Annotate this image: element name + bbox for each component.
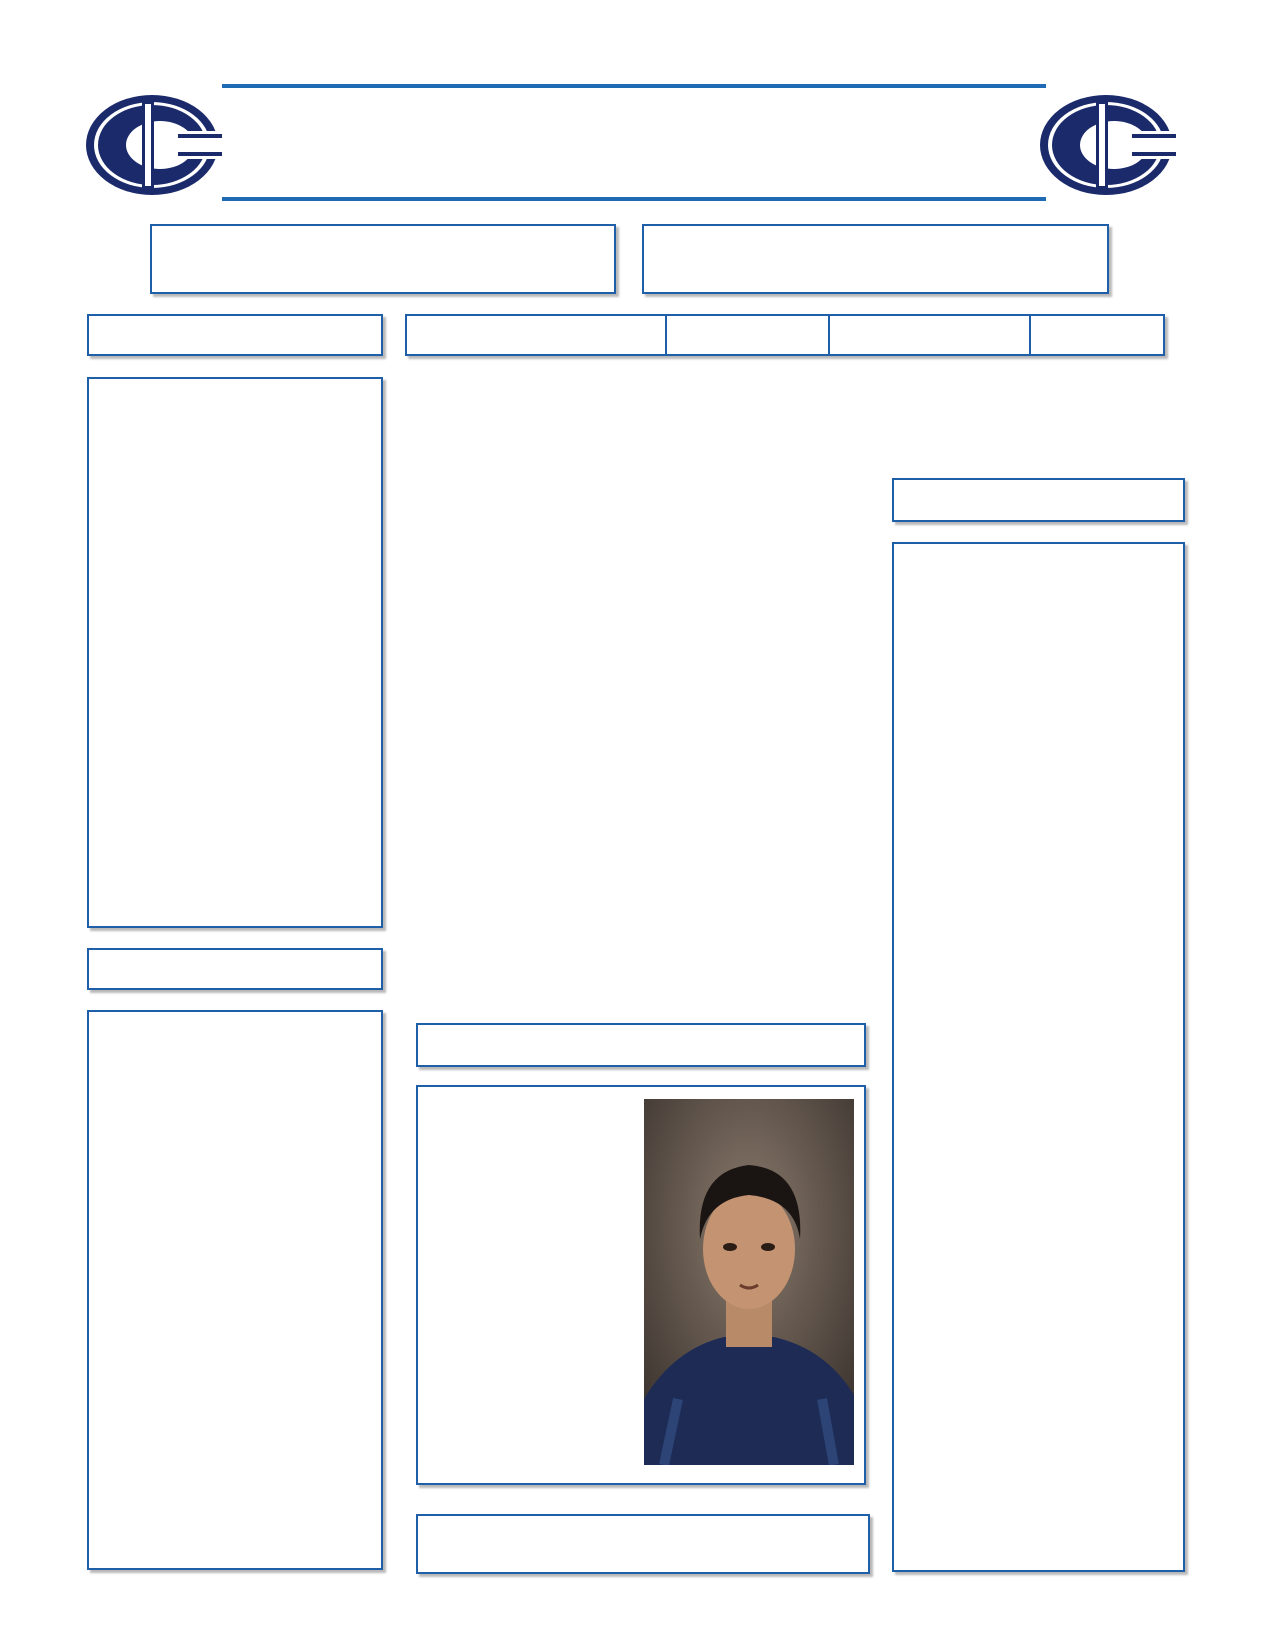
player-photo: [644, 1099, 854, 1465]
stats-heading-box: [87, 948, 383, 990]
header-bottom-rule: [222, 197, 1046, 201]
roster-box: [892, 542, 1185, 1572]
stats-box: [87, 1010, 383, 1570]
media-divider-3: [1029, 316, 1031, 354]
contact-box: [416, 1514, 870, 1574]
upcoming-games-box: [642, 224, 1109, 294]
media-divider-2: [828, 316, 830, 354]
spotlight-box: [416, 1085, 866, 1485]
header-top-rule: [222, 84, 1046, 88]
iowa-central-logo-left: [82, 90, 222, 200]
roster-heading-box: [892, 478, 1185, 522]
media-divider-1: [665, 316, 667, 354]
iowa-central-logo-right: [1036, 90, 1176, 200]
schedule-box: [87, 377, 383, 928]
schedule-heading-box: [87, 314, 383, 356]
spotlight-text: [426, 1095, 641, 1105]
spotlight-heading-box: [416, 1023, 866, 1067]
media-bar: [405, 314, 1165, 356]
team-info-box: [150, 224, 616, 294]
